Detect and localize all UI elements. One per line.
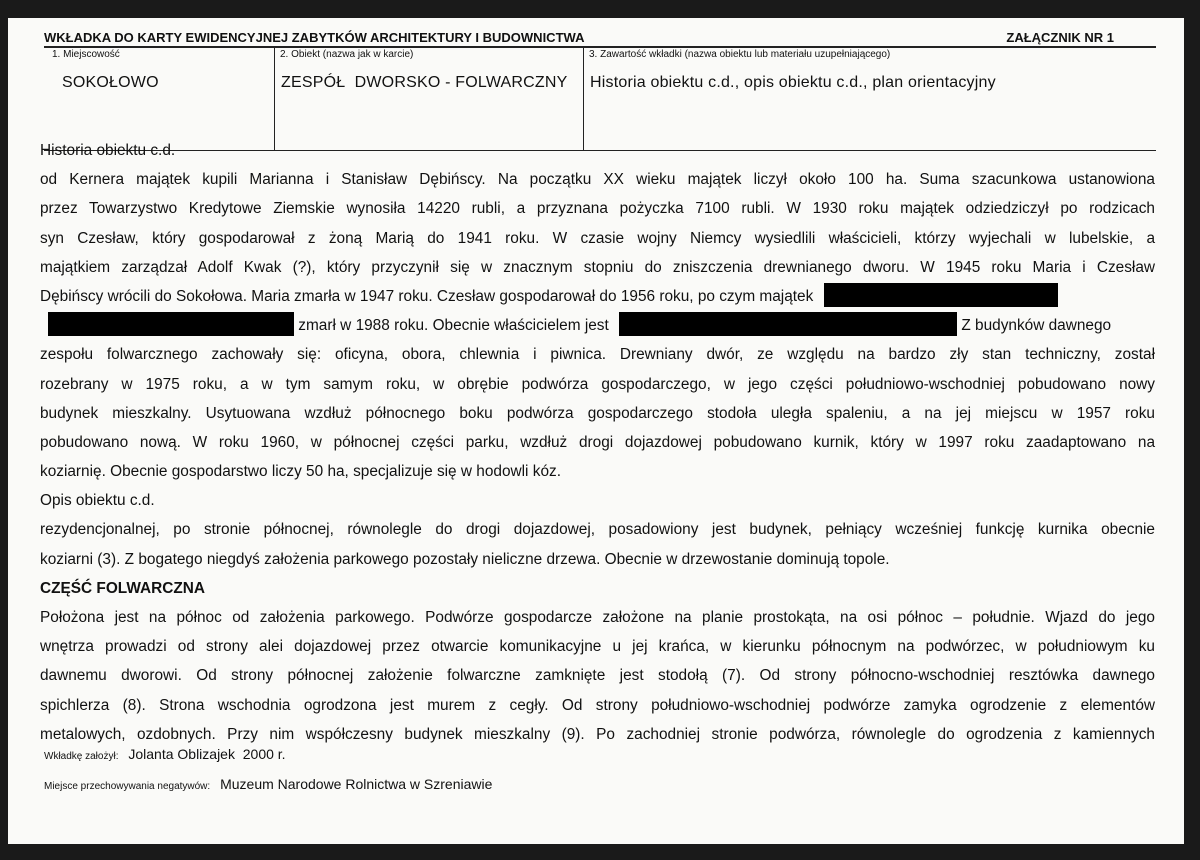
redaction-bar [824, 283, 1058, 307]
text-line: budynek mieszkalny. Usytuowana wzdłuż północnego boku podwórza gospodarczego stodoła uległa spaleniu, a na jej miejscu w 1957 roku [40, 404, 1155, 422]
text-segment: Dębińscy wrócili do Sokołowa. Maria zmarła w 1947 roku. Czesław gospodarował do 1956 roku, po czym majątek [40, 287, 814, 305]
negatives-storage [44, 776, 492, 792]
prepared-by [44, 746, 286, 762]
text-line [40, 282, 1155, 311]
text-line: rozebrany w 1975 roku, a w tym samym roku, w obrębie podwórza gospodarczego, w jego części południowo-wschodniej pobudowano nowy [40, 375, 1155, 393]
text-line: od Kernera majątek kupili Marianna i Stanisław Dębińscy. Na początku XX wieku majątek liczył około 100 ha. Suma szacunkowa ustanowiona [40, 171, 1155, 189]
negatives-storage-value: Muzeum Narodowe Rolnictwa w Szreniawie [220, 776, 493, 792]
section-title-history: Historia obiektu c.d. [40, 142, 176, 159]
text-line: Położona jest na północ od założenia parkowego. Podwórze gospodarcze założone na planie prostokąta, na osi północ – południe. Wjazd do jego [40, 609, 1155, 626]
negatives-storage-label: Miejsce przechowywania negatywów: [44, 781, 211, 792]
header-rule [44, 46, 1156, 48]
annex-number: ZAŁĄCZNIK NR 1 [1006, 30, 1114, 45]
redaction-bar [619, 312, 957, 336]
text-line: przez Towarzystwo Kredytowe Ziemskie wynosiła 14220 rubli, a przyznana pożyczka 7100 rubli. W 1930 roku majątek odziedziczył po rodzicach [40, 200, 1155, 218]
prepared-by-label: Wkładkę założył: [44, 751, 119, 762]
prepared-by-value: Jolanta Oblizajek 2000 r. [128, 746, 286, 762]
field-value-object: ZESPÓŁ DWORSKO - FOLWARCZNY [281, 74, 568, 91]
text-line [40, 311, 1155, 340]
field-divider-2 [583, 46, 584, 150]
section-title-description: Opis obiektu c.d. [40, 492, 155, 510]
field-label-object: 2. Obiekt (nazwa jak w karcie) [280, 49, 414, 60]
redaction-bar [48, 312, 294, 336]
field-value-locality: SOKOŁOWO [62, 74, 159, 91]
text-line: koziarnię. Obecnie gospodarstwo liczy 50 ha, specjalizuje się w hodowli kóz. [40, 463, 561, 481]
text-line: metalowych, ozdobnych. Przy nim współczesny budynek mieszkalny (9). Po zachodniej stronie podwórza, równolegle do ogrodzenia z kamiennych [40, 725, 1155, 743]
text-segment: zmarł w 1988 roku. Obecnie właścicielem jest [298, 317, 609, 335]
document-body [40, 136, 1155, 749]
field-value-contents: Historia obiektu c.d., opis obiektu c.d., plan orientacyjny [590, 74, 996, 91]
text-line: pobudowano nową. W roku 1960, w północnej części parku, wzdłuż drogi dojazdowej pobudowano kurnik, który w 1997 roku zaadaptowano na [40, 433, 1155, 451]
section-heading-farm: CZĘŚĆ FOLWARCZNA [40, 579, 206, 597]
text-line: majątkiem zarządzał Adolf Kwak (?), który przyczynił się w znacznym stopniu do zniszczenia drewnianego dworu. W 1945 roku Maria i Czesław [40, 258, 1155, 276]
text-line: dawnemu dworowi. Od strony północnej założenie folwarczne zamknięte jest stodołą (7). Od strony północno-wschodniej resztówka dawnego [40, 667, 1155, 685]
field-label-contents: 3. Zawartość wkładki (nazwa obiektu lub materiału uzupełniającego) [589, 49, 891, 60]
text-line: koziarni (3). Z bogatego niegdyś założenia parkowego pozostały nieliczne drzewa. Obecnie w drzewostanie dominują topole. [40, 550, 890, 568]
text-line: syn Czesław, który gospodarował z żoną Marią do 1941 roku. W czasie wojny Niemcy wysiedlili właścicieli, którzy wyjechali w lubelskie, a [40, 229, 1155, 247]
text-segment: Z budynków dawnego [961, 317, 1112, 335]
text-line: rezydencjonalnej, po stronie północnej, równolegle do drogi dojazdowej, posadowiony jest budynek, pełniący wcześniej funkcję kurnika obecnie [40, 521, 1155, 539]
text-line: wnętrza prowadzi od strony alei dojazdowej przez otwarcie komunikacyjne u jej krańca, w kierunku północnym na podwórzec, w południowym ku [40, 638, 1155, 656]
field-divider-1 [274, 46, 275, 150]
text-line: spichlerza (8). Strona wschodnia ogrodzona jest murem z cegły. Od strony południowo-wschodniej podwórze zamyka ogrodzenie z elementów [40, 696, 1155, 714]
field-label-locality: 1. Miejscowość [52, 49, 120, 60]
text-line: zespołu folwarcznego zachowały się: oficyna, obora, chlewnia i piwnica. Drewniany dwór, ze względu na bardzo zły stan techniczny, został [40, 346, 1155, 364]
document-title: WKŁADKA DO KARTY EWIDENCYJNEJ ZABYTKÓW ARCHITEKTURY I BUDOWNICTWA [44, 30, 585, 45]
